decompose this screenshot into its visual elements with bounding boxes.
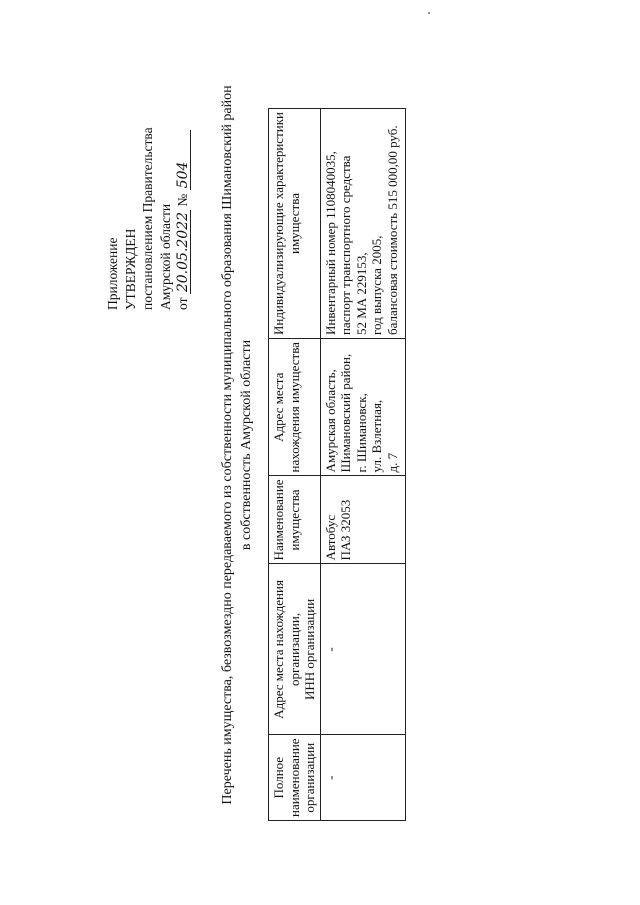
cell-text: Инвентарный номер 1108040035, (322, 151, 338, 336)
header-org-address (269, 564, 321, 735)
cell-property-address (320, 339, 405, 476)
date-prefix: от (175, 297, 190, 310)
cell-text: Амурская область, (322, 369, 338, 473)
cell-text: д. 7 (384, 452, 400, 473)
title-line-2: в собственность Амурской области (239, 339, 254, 551)
header-text: имущества (286, 489, 302, 551)
cell-property-characteristics (320, 109, 405, 339)
document-title (218, 45, 256, 845)
header-text: Адрес места нахождения (271, 580, 286, 719)
scan-speck (428, 12, 430, 14)
cell-text: ул. Взлетная, (369, 399, 384, 473)
cell-text: г. Шимановск, (353, 393, 369, 473)
approval-authority: постановлением Правительства (140, 127, 155, 310)
cell-org-address (320, 564, 405, 735)
handwritten-number: 504 (176, 130, 191, 190)
cell-text: балансовая стоимость 515 000,00 руб. (384, 125, 400, 336)
approved-label: УТВЕРЖДЕН (122, 228, 138, 310)
cell-text: 52 МА 229153, (353, 252, 369, 336)
table-row (320, 109, 405, 821)
header-property-address (269, 339, 321, 476)
approval-date-line (174, 127, 192, 310)
cell-text: Автобус (322, 514, 338, 561)
header-property-name (269, 476, 321, 564)
header-text: нахождения имущества (286, 342, 302, 473)
header-text: Полное (271, 756, 286, 799)
header-text: организации (302, 742, 317, 813)
cell-text: - (322, 647, 338, 652)
number-prefix: № (175, 193, 190, 207)
approval-region: Амурской области (157, 203, 173, 310)
approval-stamp (104, 127, 192, 310)
cell-text: - (322, 775, 338, 780)
cell-property-name (320, 476, 405, 564)
header-org-name (269, 735, 321, 821)
header-text: Наименование (271, 479, 286, 561)
property-table (268, 108, 406, 821)
appendix-label: Приложение (105, 237, 120, 310)
header-property-characteristics (269, 109, 321, 339)
header-text: Адрес места (271, 372, 286, 442)
header-text: Индивидуализирующие характеристики (271, 112, 286, 336)
cell-org-name (320, 735, 405, 821)
cell-text: ПАЗ 32053 (338, 499, 353, 561)
header-text: ИНН организации (302, 598, 317, 701)
title-line-1: Перечень имущества, безвозмездно передаваемого из собственности муниципального образования Шимановский район (220, 85, 235, 805)
header-text: организации, (286, 612, 302, 686)
header-text: наименование (286, 738, 302, 817)
handwritten-date: 20.05.2022 (175, 211, 191, 293)
cell-text: год выпуска 2005, (369, 235, 384, 336)
cell-text: Шимановский район, (338, 353, 353, 473)
cell-text: паспорт транспортного средства (338, 155, 353, 336)
header-text: имущества (286, 193, 302, 255)
table-header-row (269, 109, 321, 821)
